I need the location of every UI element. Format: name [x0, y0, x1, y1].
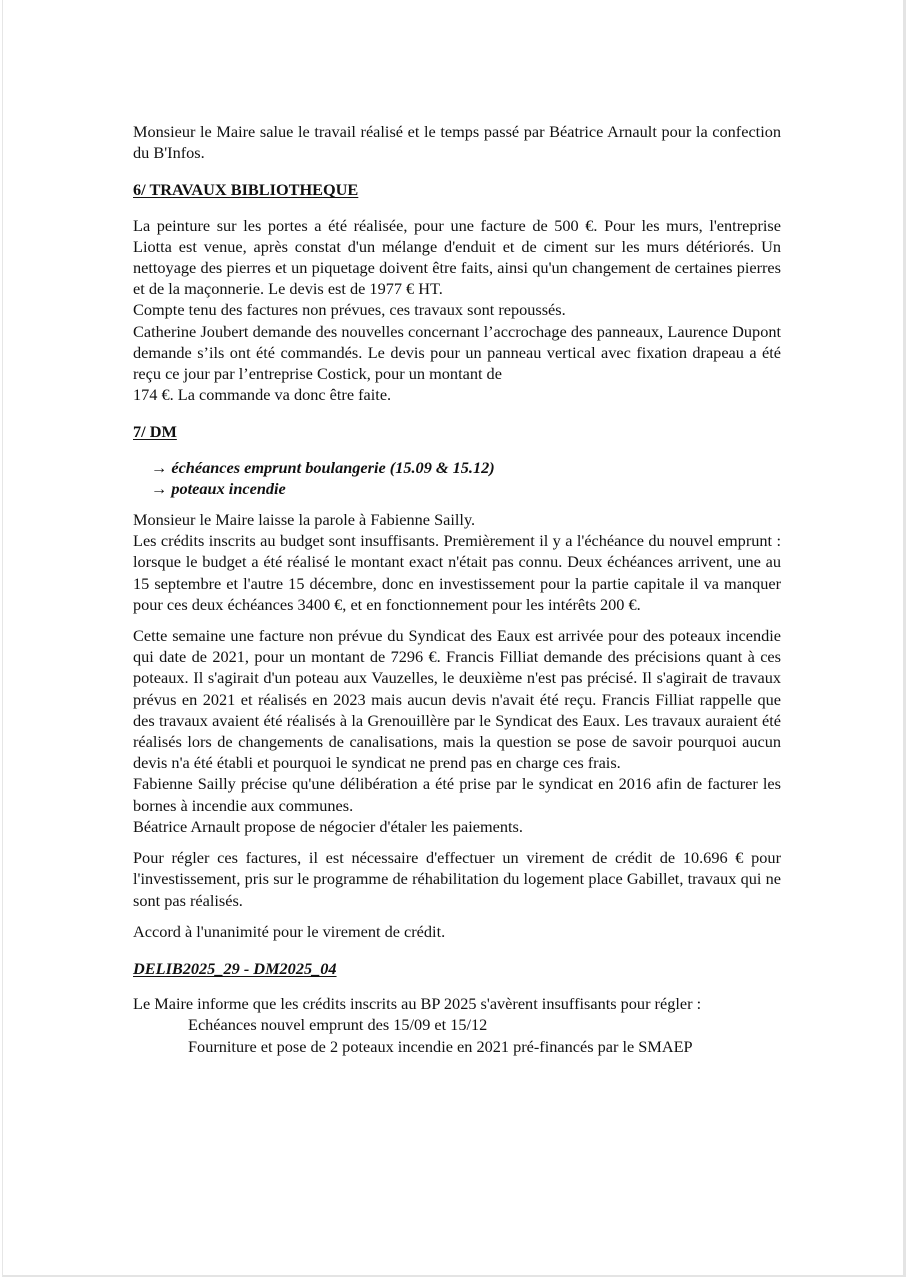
section-7-heading: 7/ DM	[133, 422, 177, 442]
deliberation-heading: DELIB2025_29 - DM2025_04	[133, 958, 337, 978]
spacer	[133, 201, 781, 215]
spacer	[133, 443, 781, 457]
section-7-paragraph: Pour régler ces factures, il est nécessaire d'effectuer un virement de crédit de 10.696 € pour l'investissement, pris sur le programme de réhabilitation du logement place Gabillet, travaux qui ne sont pas réalisés.	[133, 848, 781, 910]
document-page	[2, 0, 906, 1277]
section-7-paragraph: Accord à l'unanimité pour le virement de crédit.	[133, 921, 446, 941]
document-content	[133, 121, 781, 1057]
spacer	[133, 163, 781, 179]
section-7-paragraph: Fabienne Sailly précise qu'une délibération a été prise par le syndicat en 2016 afin de facturer les bornes à incendie aux communes.	[133, 774, 781, 815]
section-7-paragraph: Béatrice Arnault propose de négocier d'étaler les paiements.	[133, 816, 523, 836]
section-7-paragraph: Monsieur le Maire laisse la parole à Fabienne Sailly.	[133, 510, 476, 530]
deliberation-item: Fourniture et pose de 2 poteaux incendie en 2021 pré-financés par le SMAEP	[188, 1036, 693, 1056]
section-6-paragraph: La peinture sur les portes a été réalisée, pour une facture de 500 €. Pour les murs, l'entreprise Liotta est venue, après constat d'un mélange d'enduit et de ciment sur les murs détériorés. Un nettoyage des pierres et un piquetage doivent être faits, ainsi qu'un changement de certaines pierres et de la maçonnerie. Le devis est de 1977 € HT.	[133, 215, 781, 299]
spacer	[133, 942, 781, 958]
spacer	[133, 911, 781, 921]
section-6-paragraph: Compte tenu des factures non prévues, ces travaux sont repoussés.	[133, 300, 566, 320]
spacer	[133, 499, 781, 509]
spacer	[133, 405, 781, 421]
deliberation-item: Echéances nouvel emprunt des 15/09 et 15/12	[188, 1015, 488, 1035]
section-7-paragraph: Les crédits inscrits au budget sont insuffisants. Premièrement il y a l'échéance du nouvel emprunt : lorsque le budget a été réalisé le montant exact n'était pas connu. Deux échéances arrivent, une au 15 septembre et l'autre 15 décembre, donc en investissement pour la partie capitale il va manquer pour ces deux échéances 3400 €, et en fonctionnement pour les intérêts 200 €.	[133, 531, 781, 614]
spacer	[133, 837, 781, 847]
spacer	[133, 979, 781, 993]
section-6-heading: 6/ TRAVAUX BIBLIOTHEQUE	[133, 180, 359, 200]
agenda-item: → poteaux incendie	[151, 478, 286, 498]
intro-paragraph: Monsieur le Maire salue le travail réalisé et le temps passé par Béatrice Arnault pour la confection du B'Infos.	[133, 122, 781, 163]
section-6-paragraph: Catherine Joubert demande des nouvelles concernant l’accrochage des panneaux, Laurence Dupont demande s’ils ont été commandés. Le devis pour un panneau vertical avec fixation drapeau a été reçu ce jour par l’entreprise Costick, pour un montant de	[133, 321, 781, 384]
section-7-paragraph: Cette semaine une facture non prévue du Syndicat des Eaux est arrivée pour des poteaux incendie qui date de 2021, pour un montant de 7296 €. Francis Filliat demande des précisions quant à ces poteaux. Il s'agirait d'un poteau aux Vauzelles, le deuxième n'est pas précisé. Il s'agirait de travaux prévus en 2021 et réalisés en 2023 mais aucun devis n'avait été reçu. Francis Filliat rappelle que des travaux avaient été réalisés à la Grenouillère par le Syndicat des Eaux. Les travaux auraient été réalisés lors de changements de canalisations, mais la question se pose de savoir pourquoi aucun devis n'a été établi et pourquoi le syndicat ne prend pas en charge ces frais.	[133, 626, 781, 773]
agenda-item: → échéances emprunt boulangerie (15.09 & 15.12)	[151, 457, 495, 477]
spacer	[133, 615, 781, 625]
section-6-paragraph: 174 €. La commande va donc être faite.	[133, 385, 392, 405]
deliberation-intro: Le Maire informe que les crédits inscrits au BP 2025 s'avèrent insuffisants pour régler :	[133, 994, 702, 1014]
